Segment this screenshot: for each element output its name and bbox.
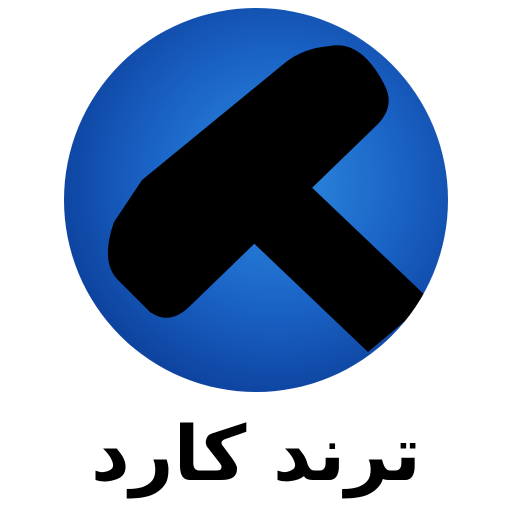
brand-name: ترند کارد [90,409,422,498]
brand-wordmark [0,398,512,510]
